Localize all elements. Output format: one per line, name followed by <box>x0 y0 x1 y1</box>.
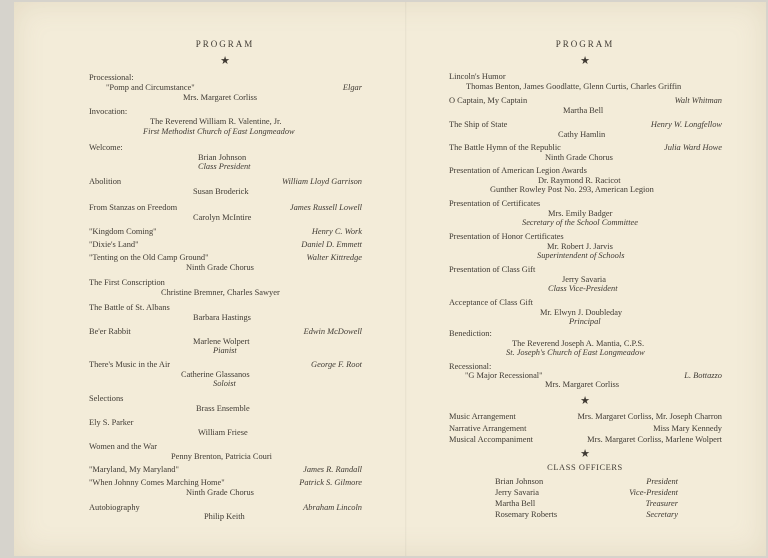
invocation-church: First Methodist Church of East Longmeadow <box>143 127 295 136</box>
lincoln-humor-performers: Thomas Benton, James Goodlatte, Glenn Curtis, Charles Griffin <box>466 82 682 91</box>
ely-performer: William Friese <box>198 428 248 437</box>
left-heading: PROGRAM <box>195 39 255 49</box>
abolition-author: William Lloyd Garrison <box>281 177 362 186</box>
hymn-title: The Battle Hymn of the Republic <box>449 143 561 152</box>
class-gift-presenter: Jerry Savaria <box>562 275 606 284</box>
maryland-title: "Maryland, My Maryland" <box>89 465 179 474</box>
tenting-performer: Ninth Grade Chorus <box>186 263 254 272</box>
credit-label: Music Arrangement <box>449 412 516 421</box>
recessional-performer: Mrs. Margaret Corliss <box>545 380 620 389</box>
legion-org: Gunther Rowley Post No. 293, American Legion <box>490 185 654 194</box>
dixie-author: Daniel D. Emmett <box>301 240 362 249</box>
autobiography-author: Abraham Lincoln <box>303 503 362 512</box>
acceptance-role: Principal <box>569 317 601 326</box>
officer-title: Secretary <box>646 510 678 519</box>
benediction-church: St. Joseph's Church of East Longmeadow <box>506 348 645 357</box>
honor-presenter: Mr. Robert J. Jarvis <box>547 242 613 251</box>
processional-label: Processional: <box>89 73 134 82</box>
dixie-title: "Dixie's Land" <box>89 240 139 249</box>
recessional-piece: "G Major Recessional" <box>465 371 543 380</box>
johnny-title: "When Johnny Comes Marching Home" <box>89 478 225 487</box>
processional-performer: Mrs. Margaret Corliss <box>183 93 258 102</box>
conscription-performers: Christine Bremner, Charles Sawyer <box>161 288 280 297</box>
officer-name: Jerry Savaria <box>495 488 539 497</box>
officer-title: Vice-President <box>629 488 678 497</box>
class-gift-role: Class Vice-President <box>548 284 618 293</box>
center-fold <box>405 2 407 556</box>
conscription-title: The First Conscription <box>89 278 165 287</box>
music-air-role: Soloist <box>213 379 236 388</box>
rabbit-author: Edwin McDowell <box>303 327 362 336</box>
honor-title: Presentation of Honor Certificates <box>449 232 564 241</box>
right-star-icon: ★ <box>580 55 590 67</box>
officer-title: Treasurer <box>645 499 678 508</box>
selections-title: Selections <box>89 394 124 403</box>
music-air-author: George F. Root <box>311 360 362 369</box>
invocation-speaker: The Reverend William R. Valentine, Jr. <box>150 117 282 126</box>
credit-names: Mrs. Margaret Corliss, Marlene Wolpert <box>587 435 722 444</box>
abolition-title: Abolition <box>89 177 122 186</box>
ship-performer: Cathy Hamlin <box>558 130 606 139</box>
benediction-speaker: The Reverend Joseph A. Mantia, C.P.S. <box>512 339 645 348</box>
selections-performer: Brass Ensemble <box>196 404 250 413</box>
johnny-performer: Ninth Grade Chorus <box>186 488 254 497</box>
class-gift-title: Presentation of Class Gift <box>449 265 536 274</box>
invocation-label: Invocation: <box>89 107 128 116</box>
benediction-label: Benediction: <box>449 329 492 338</box>
ship-author: Henry W. Longfellow <box>650 120 722 129</box>
hymn-performer: Ninth Grade Chorus <box>545 153 613 162</box>
officer-title: President <box>646 477 678 486</box>
officers-star-icon: ★ <box>580 448 590 460</box>
autobiography-performer: Philip Keith <box>204 512 245 521</box>
ely-title: Ely S. Parker <box>89 418 134 427</box>
officer-name: Brian Johnson <box>495 477 544 486</box>
officers-heading: CLASS OFFICERS <box>547 463 623 472</box>
women-title: Women and the War <box>89 442 158 451</box>
kingdom-author: Henry C. Work <box>311 227 362 236</box>
st-albans-performer: Barbara Hastings <box>193 313 251 322</box>
acceptance-title: Acceptance of Class Gift <box>449 298 533 307</box>
recessional-composer: L. Bottazzo <box>684 371 722 380</box>
st-albans-title: The Battle of St. Albans <box>89 303 170 312</box>
maryland-author: James R. Randall <box>303 465 362 474</box>
recessional-label: Recessional: <box>449 362 492 371</box>
tenting-title: "Tenting on the Old Camp Ground" <box>89 253 209 262</box>
stanzas-title: From Stanzas on Freedom <box>89 203 178 212</box>
welcome-speaker: Brian Johnson <box>198 153 247 162</box>
kingdom-title: "Kingdom Coming" <box>89 227 157 236</box>
women-performers: Penny Brenton, Patricia Couri <box>171 452 272 461</box>
ship-title: The Ship of State <box>449 120 508 129</box>
johnny-author: Patrick S. Gilmore <box>299 478 362 487</box>
lincoln-humor-title: Lincoln's Humor <box>449 72 506 81</box>
tenting-author: Walter Kittredge <box>306 253 362 262</box>
abolition-performer: Susan Broderick <box>193 187 249 196</box>
stanzas-performer: Carolyn McIntire <box>193 213 252 222</box>
officer-name: Martha Bell <box>495 499 536 508</box>
credits-star-icon: ★ <box>580 395 590 407</box>
legion-title: Presentation of American Legion Awards <box>449 166 587 175</box>
music-air-performer: Catherine Glassanos <box>181 370 250 379</box>
processional-piece: "Pomp and Circumstance" <box>106 83 195 92</box>
welcome-role: Class President <box>198 162 251 171</box>
captain-performer: Martha Bell <box>563 106 604 115</box>
autobiography-title: Autobiography <box>89 503 140 512</box>
music-air-title: There's Music in the Air <box>89 360 171 369</box>
credit-names: Mrs. Margaret Corliss, Mr. Joseph Charron <box>577 412 722 421</box>
hymn-author: Julia Ward Howe <box>663 143 722 152</box>
captain-author: Walt Whitman <box>674 96 722 105</box>
rabbit-title: Be'er Rabbit <box>89 327 131 336</box>
processional-composer: Elgar <box>342 83 362 92</box>
captain-title: O Captain, My Captain <box>449 96 528 105</box>
rabbit-performer: Marlene Wolpert <box>193 337 250 346</box>
left-star-icon: ★ <box>220 55 230 67</box>
credit-names: Miss Mary Kennedy <box>653 424 722 433</box>
certificates-title: Presentation of Certificates <box>449 199 541 208</box>
legion-presenter: Dr. Raymond R. Racicot <box>538 176 621 185</box>
credit-label: Narrative Arrangement <box>449 424 527 433</box>
honor-role: Superintendent of Schools <box>537 251 625 260</box>
acceptance-presenter: Mr. Elwyn J. Doubleday <box>540 308 623 317</box>
certificates-presenter: Mrs. Emily Badger <box>548 209 613 218</box>
credit-label: Musical Accompaniment <box>449 435 533 444</box>
officer-name: Rosemary Roberts <box>495 510 558 519</box>
right-heading: PROGRAM <box>555 39 615 49</box>
welcome-label: Welcome: <box>89 143 123 152</box>
stanzas-author: James Russell Lowell <box>289 203 362 212</box>
certificates-role: Secretary of the School Committee <box>522 218 638 227</box>
rabbit-role: Pianist <box>213 346 237 355</box>
